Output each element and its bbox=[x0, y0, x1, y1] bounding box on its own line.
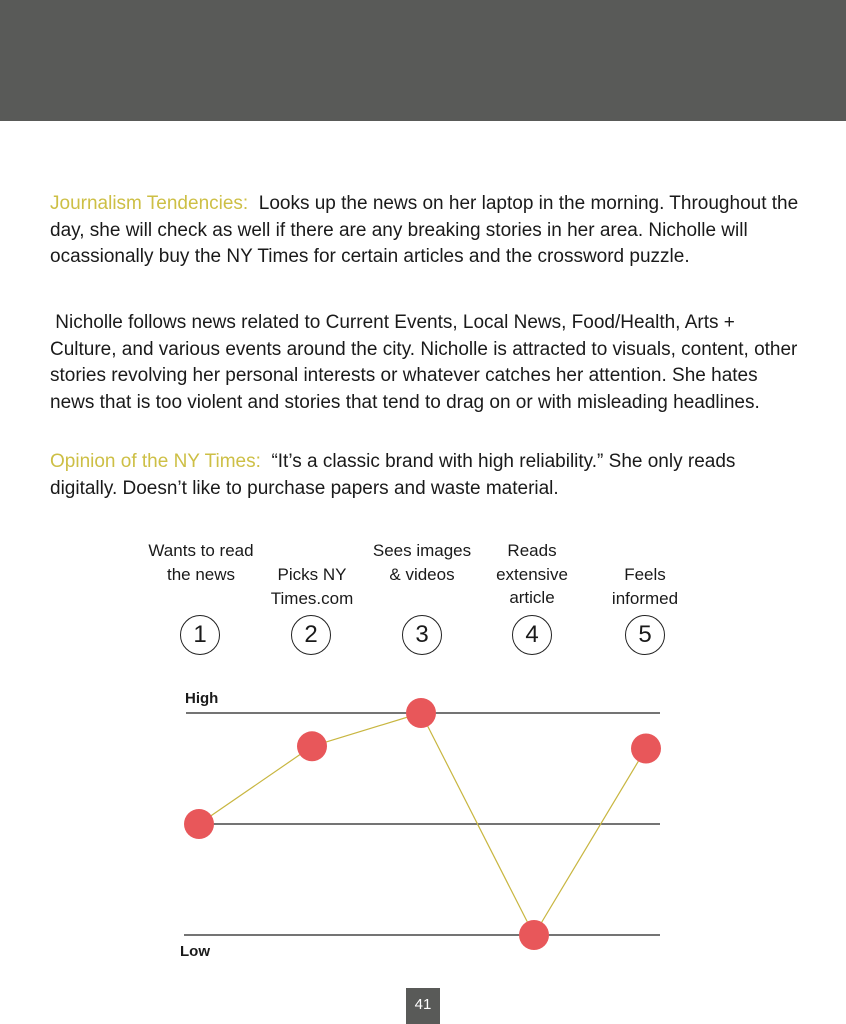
step-number-3: 3 bbox=[402, 615, 442, 655]
step-label-3: Sees images & videos bbox=[372, 541, 472, 584]
step-number-2: 2 bbox=[291, 615, 331, 655]
high-level-label: High bbox=[185, 690, 219, 707]
news-interests-text: Nicholle follows news related to Current Events, Local News, Food/Health, Arts + Culture, and various events around the city. Nicholle is attracted to visuals, content, other stories revolving her personal interests or whatever catches her attention. She hates news that is too violent and stories that tend to drag on or with misleading headlines. bbox=[50, 312, 798, 413]
journey-segment-2 bbox=[312, 713, 421, 746]
journey-point-4 bbox=[519, 920, 549, 950]
journey-point-5 bbox=[631, 734, 661, 764]
step-label-5: Feels informed bbox=[611, 565, 679, 608]
step-label-1: Wants to read the news bbox=[148, 541, 254, 584]
journey-point-1 bbox=[184, 809, 214, 839]
journey-segment-4 bbox=[534, 749, 646, 935]
step-number-1: 1 bbox=[180, 615, 220, 655]
opinion-label: Opinion of the NY Times: bbox=[50, 451, 261, 472]
step-number-5: 5 bbox=[625, 615, 665, 655]
step-label-4: Reads extensive article bbox=[496, 541, 568, 607]
journalism-tendencies-text: Looks up the news on her laptop in the morning. Throughout the day, she will check as well if there are any breaking stories in her area. Nicholle will ocassionally buy the NY Times for certain articles and the crossword puzzle. bbox=[50, 193, 799, 267]
step-label-2: Picks NY Times.com bbox=[270, 565, 354, 608]
journalism-tendencies-label: Journalism Tendencies: bbox=[50, 193, 249, 214]
page-number: 41 bbox=[406, 988, 440, 1024]
journey-point-2 bbox=[297, 731, 327, 761]
low-level-label: Low bbox=[180, 943, 210, 960]
journey-segment-1 bbox=[199, 746, 312, 824]
step-number-4: 4 bbox=[512, 615, 552, 655]
journey-point-3 bbox=[406, 698, 436, 728]
opinion-text: “It’s a classic brand with high reliability.” She only reads digitally. Doesn’t like to purchase papers and waste material. bbox=[50, 451, 736, 499]
